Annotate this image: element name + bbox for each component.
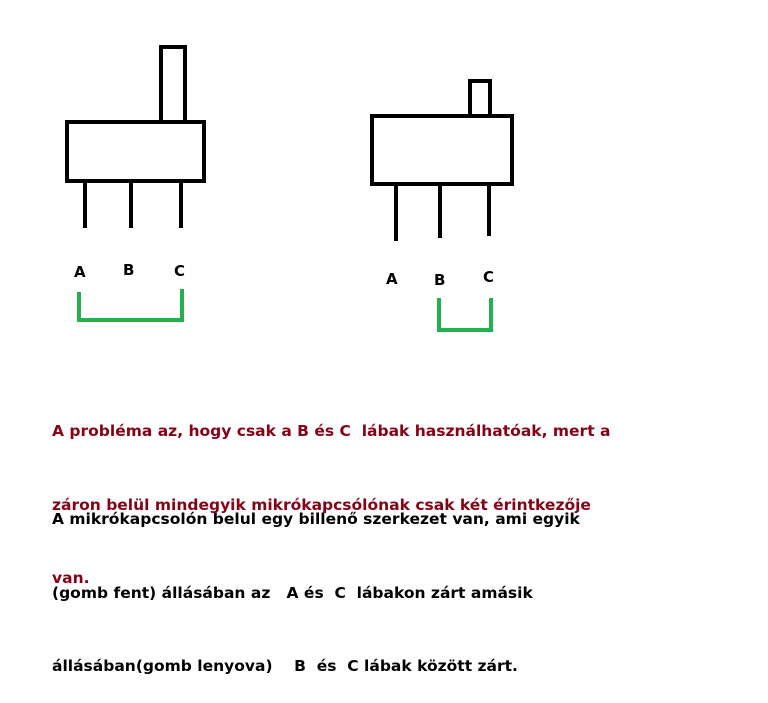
switch-1-connection-a-c bbox=[79, 289, 182, 320]
switch-2-connection-b-c bbox=[439, 298, 491, 330]
explanation-line: A mikrókapcsolón belul egy billenő szerkezet van, ami egyik bbox=[52, 510, 580, 528]
problem-line: záron belül mindegyik mikrókapcsólónak csak két érintkezője bbox=[52, 495, 591, 514]
switch-2-label-b: B bbox=[434, 271, 446, 289]
switch-lever-up bbox=[67, 47, 204, 320]
switch-lever-down bbox=[372, 81, 512, 330]
switch-2-body bbox=[372, 116, 512, 184]
explanation-line: állásában(gomb lenyova) B és C lábak között zárt. bbox=[52, 657, 518, 675]
switch-1-body bbox=[67, 122, 204, 181]
problem-line: A probléma az, hogy csak a B és C lábak használhatóak, mert a bbox=[52, 422, 611, 440]
problem-line: van. bbox=[52, 569, 90, 587]
switch-2-actuator bbox=[470, 81, 490, 116]
switch-1-label-c: C bbox=[174, 262, 186, 280]
switch-2-label-a: A bbox=[386, 270, 398, 288]
switch-2-label-c: C bbox=[483, 268, 495, 286]
explanation-line: (gomb fent) állásában az A és C lábakon zárt amásik bbox=[52, 583, 533, 602]
switch-1-actuator bbox=[161, 47, 185, 122]
explanation-note bbox=[52, 458, 580, 703]
switch-1-label-a: A bbox=[74, 263, 86, 281]
switch-1-label-b: B bbox=[123, 261, 135, 279]
